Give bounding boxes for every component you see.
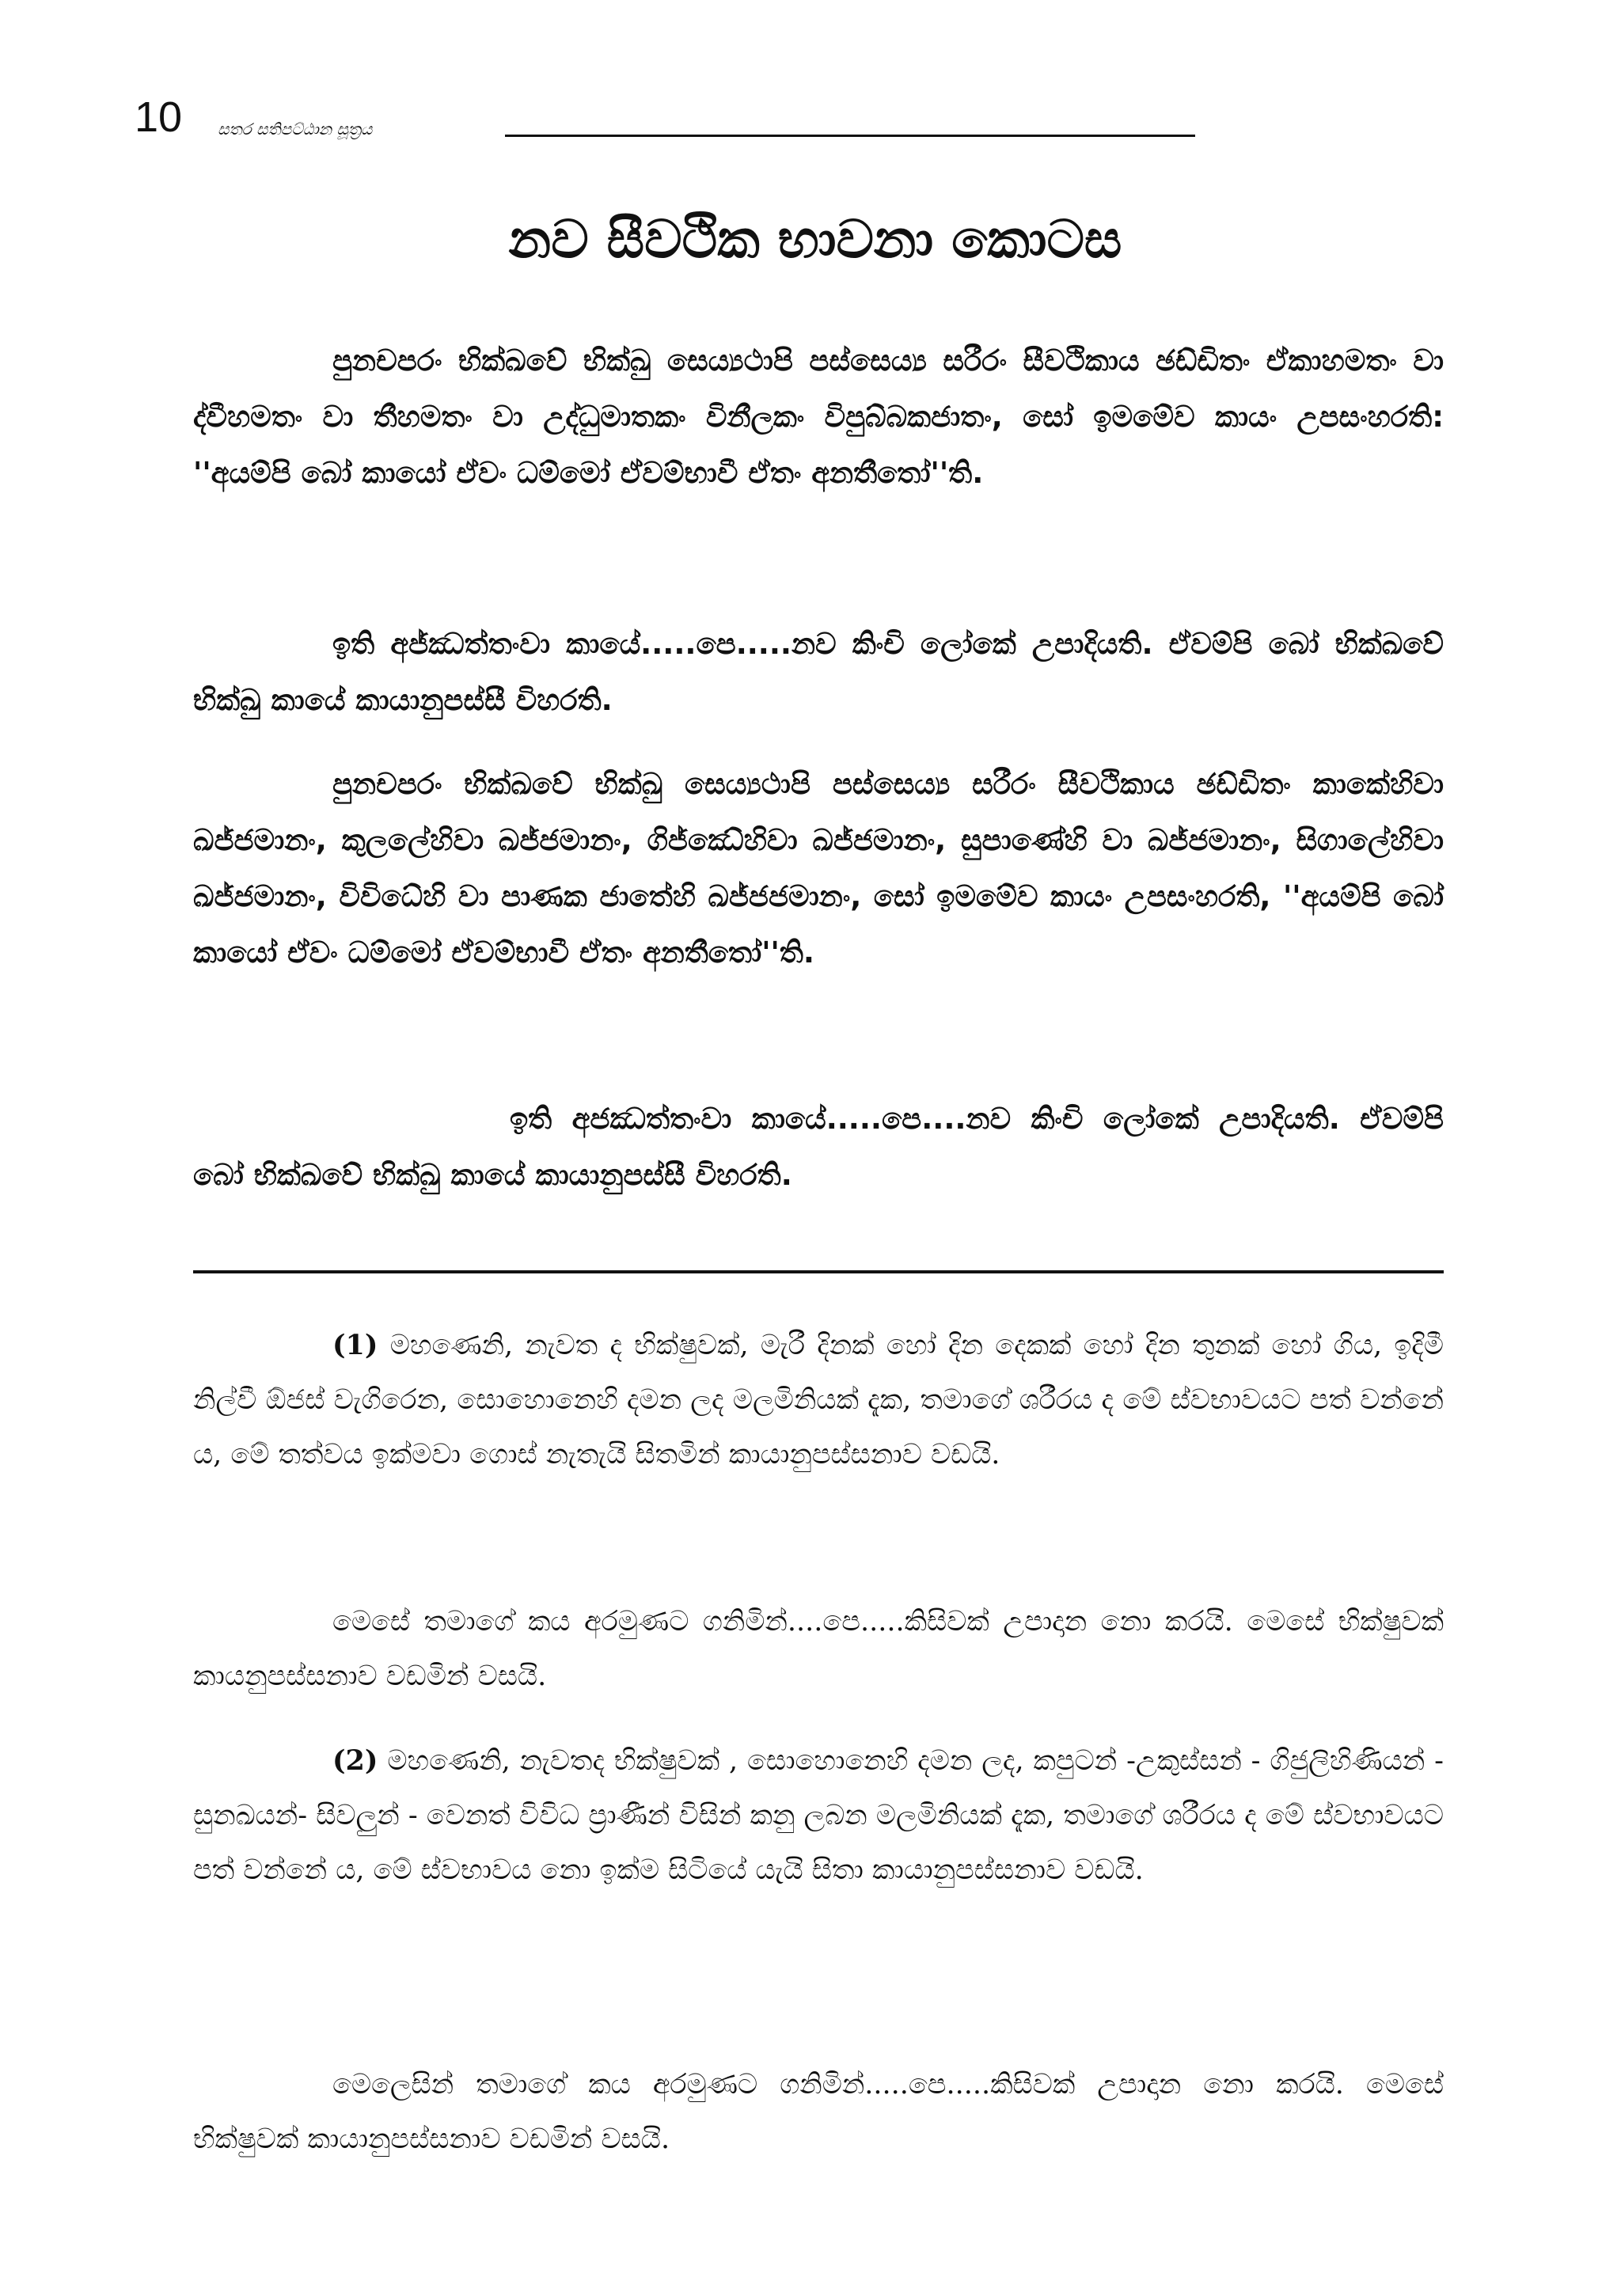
pali-paragraph-4-text: ඉති අජඣත්තංවා කායේ.....පෙ....නව කිංචි ලෝකේ උපාදියති. ඒවම්පි බෝ භික්ඛවේ භික්ඛු කායේ කායානුපස්සී විහරති. (193, 1102, 1444, 1192)
pali-paragraph-2 (193, 616, 1444, 728)
sinhala-paragraph-1 (193, 1318, 1444, 1482)
sinhala-paragraph-2 (193, 1595, 1444, 1704)
page-header (135, 93, 1195, 149)
section-title: නව සීවථික භාවනා කොටස (508, 209, 1122, 270)
header-rule (505, 135, 1195, 137)
pali-paragraph-3-text: පුනචපරං භික්ඛවේ භික්ඛු සෙය්‍යථාපි පස්සෙය්‍ය සරීරං සීවථිකාය ඡඩ්ඩිතං කාකේහිවා ඛජ්ජමානං, කුලලේහිවා ඛජ්ජමානං, ගිජ්ඣේහිවා ඛජ්ජමානං, සුපාණේහි වා ඛජ්ජමානං, සිගාලේහිවා ඛජ්ජමානං, විවිධේහි වා පාණක ජාතේහි ඛජ්ජජමානං, සෝ ඉමමේව කායං උපසංහරති, ''අයම්පි බෝ කායෝ ඒවං ධම්මෝ ඒවම්භාවී ඒතං අනතීතෝ''ති. (193, 767, 1444, 970)
pali-paragraph-1 (193, 332, 1444, 501)
sinhala-paragraph-3-text: මහණෙනි, නැවතද භික්ෂුවක් , සොහොනෙහි දමන ලද, කපුටන් -උකුස්සන් - ගිජුලිහිණියන් - සුනඛයන්- සිවලුන් - වෙනත් විවිධ ප්‍රාණීන් විසින් කනු ලබන මලමිනියක් දැක, තමාගේ ශරීරය ද මේ ස්වභාවයට පත් වන්නේ ය, මේ ස්වභාවය නො ඉක්ම සිටියේ යැයි සිතා කායානුපස්සනාව වඩයි. (193, 1745, 1444, 1886)
sinhala-paragraph-2-text: මෙසේ තමාගේ කය අරමුණට ගනිමින්....පෙ.....කිසිවක් උපාදාන නො කරයි. මෙසේ භික්ෂුවක් කායනුපස්සනාව වඩමින් වසයි. (193, 1606, 1444, 1692)
sinhala-paragraph-3 (193, 1733, 1444, 1898)
pali-paragraph-1-text: පුනචපරං භික්ඛවේ භික්ඛු සෙය්‍යථාපි පස්සෙය්‍ය සරීරං සීවථිකාය ඡඩ්ඩිතං ඒකාහමතං වා ද්වීහමතං වා තීහමතං වා උද්ධුමාතකං විනීලකං විපුබ්බකජාතං, සෝ ඉමමේව කායං උපසංහරති: ''අයම්පි බෝ කායෝ ඒවං ධම්මෝ ඒවම්භාවී ඒතං අනතීතෝ''ති. (193, 343, 1444, 490)
sinhala-paragraph-4 (193, 2058, 1444, 2167)
sinhala-paragraph-1-text: මහණෙනි, නැවත ද භික්ෂුවක්, මැරී දිනක් හෝ දින දෙකක් හෝ දින තුනක් හෝ ගිය, ඉදිමී නිල්වී ඕජස් වැගිරෙන, සොහොනෙහි දමන ලද මලමිනියක් දැක, තමාගේ ශරීරය ද මේ ස්වභාවයට පත් වන්නේ ය, මේ තත්වය ඉක්මවා ගොස් නැතැයි සිතමින් කායානුපස්සනාව වඩයි. (193, 1330, 1444, 1471)
sinhala-paragraph-4-text: මෙලෙසින් තමාගේ කය අරමුණට ගනිමින්.....පෙ.....කිසිවක් උපාදාන නො කරයි. මෙසේ භික්ෂුවක් කායානුපස්සනාව වඩමින් වසයි. (193, 2069, 1444, 2155)
pali-paragraph-3 (193, 756, 1444, 981)
paragraph-number: (2) (332, 1744, 378, 1777)
page-number: 10 (135, 93, 183, 141)
pali-paragraph-2-text: ඉති අජ්ඣත්තංවා කායේ.....පෙ.....නව කිංචි ලෝකේ උපාදියති. ඒවම්පි බෝ භික්ඛවේ භික්ඛු කායේ කායානුපස්සී විහරති. (193, 627, 1444, 717)
running-title: සතර සතිපට්ඨාන සූත්‍රය (218, 120, 373, 139)
pali-paragraph-4 (193, 1091, 1444, 1203)
paragraph-number: (1) (332, 1329, 378, 1361)
footnote-separator (193, 1270, 1444, 1273)
